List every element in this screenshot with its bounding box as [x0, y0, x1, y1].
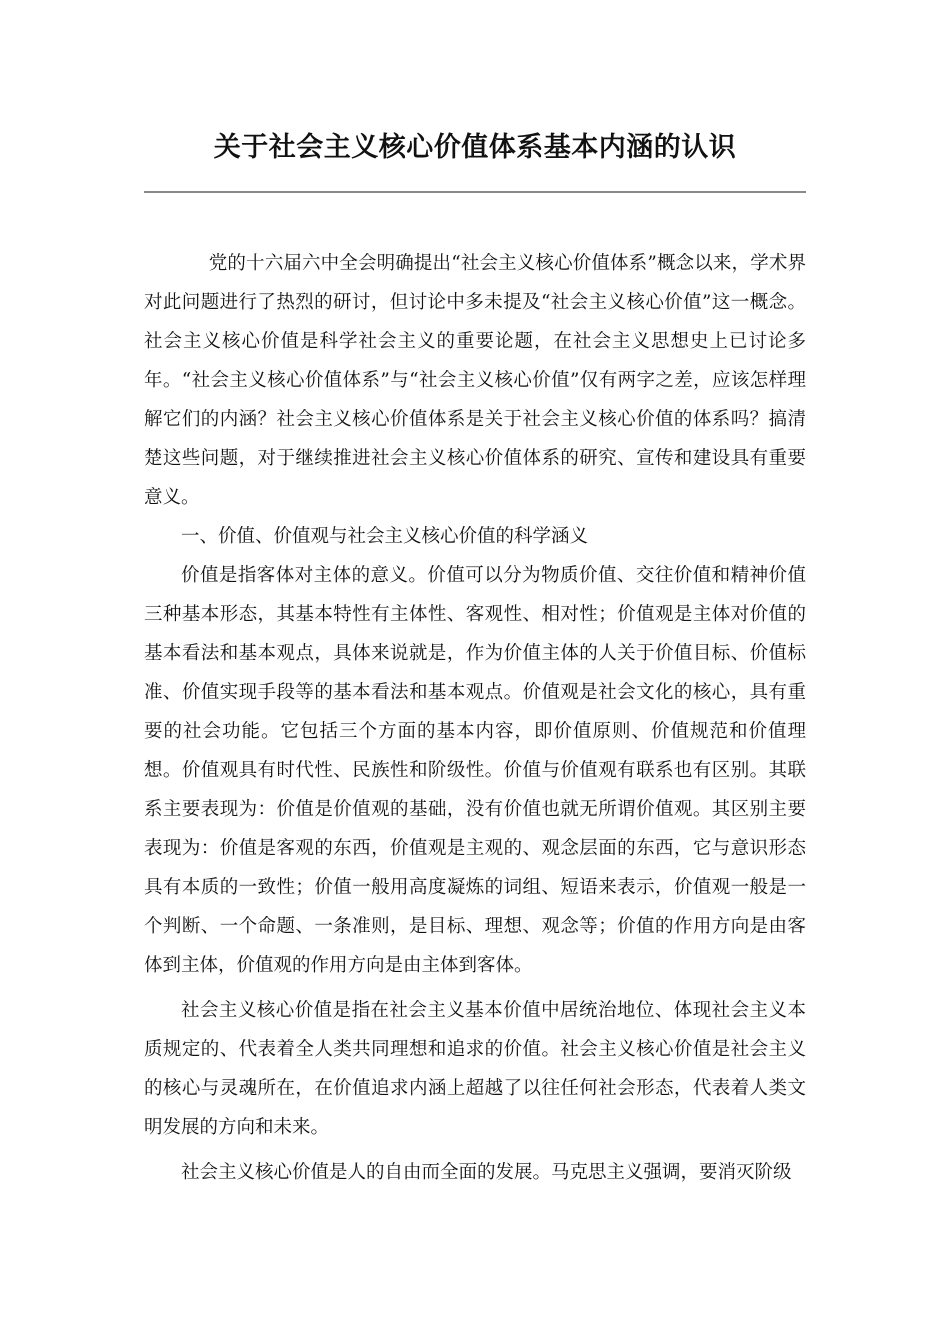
paragraph-core-value-definition: 社会主义核心价值是指在社会主义基本价值中居统治地位、体现社会主义本质规定的、代表着全人类共同理想和追求的价值。社会主义核心价值是社会主义的核心与灵魂所在，在价值追求内涵上超越了以往任何社会形态，代表着人类文明发展的方向和未来。	[144, 1000, 806, 1138]
section-heading: 一、价值、价值观与社会主义核心价值的科学涵义	[181, 526, 589, 547]
paragraph-value-definition: 价值是指客体对主体的意义。价值可以分为物质价值、交往价值和精神价值三种基本形态，其基本特性有主体性、客观性、相对性；价值观是主体对价值的基本看法和基本观点，具体来说就是，作为价值主体的人关于价值目标、价值标准、价值实现手段等的基本看法和基本观点。价值观是社会文化的核心，具有重要的社会功能。它包括三个方面的基本内容，即价值原则、价值规范和价值理想。价值观具有时代性、民族性和阶级性。价值与价值观有联系也有区别。其联系主要表现为：价值是价值观的基础，没有价值也就无所谓价值观。其区别主要表现为：价值是客观的东西，价值观是主观的、观念层面的东西，它与意识形态具有本质的一致性；价值一般用高度凝炼的词组、短语来表示，价值观一般是一个判断、一个命题、一条准则，是目标、理想、观念等；价值的作用方向是由客体到主体，价值观的作用方向是由主体到客体。	[144, 565, 806, 976]
document-body	[144, 244, 806, 1192]
paragraph-free-development: 社会主义核心价值是人的自由而全面的发展。马克思主义强调，要消灭阶级	[181, 1162, 792, 1183]
title-divider	[144, 191, 806, 193]
paragraph-intro: 党的十六届六中全会明确提出“社会主义核心价值体系”概念以来，学术界对此问题进行了热烈的研讨，但讨论中多未提及“社会主义核心价值”这一概念。社会主义核心价值是科学社会主义的重要论题，在社会主义思想史上已讨论多年。“社会主义核心价值体系”与“社会主义核心价值”仅有两字之差，应该怎样理解它们的内涵？社会主义核心价值体系是关于社会主义核心价值的体系吗？搞清楚这些问题，对于继续推进社会主义核心价值体系的研究、宣传和建设具有重要意义。	[144, 253, 806, 508]
page-title: 关于社会主义核心价值体系基本内涵的认识	[213, 132, 737, 163]
